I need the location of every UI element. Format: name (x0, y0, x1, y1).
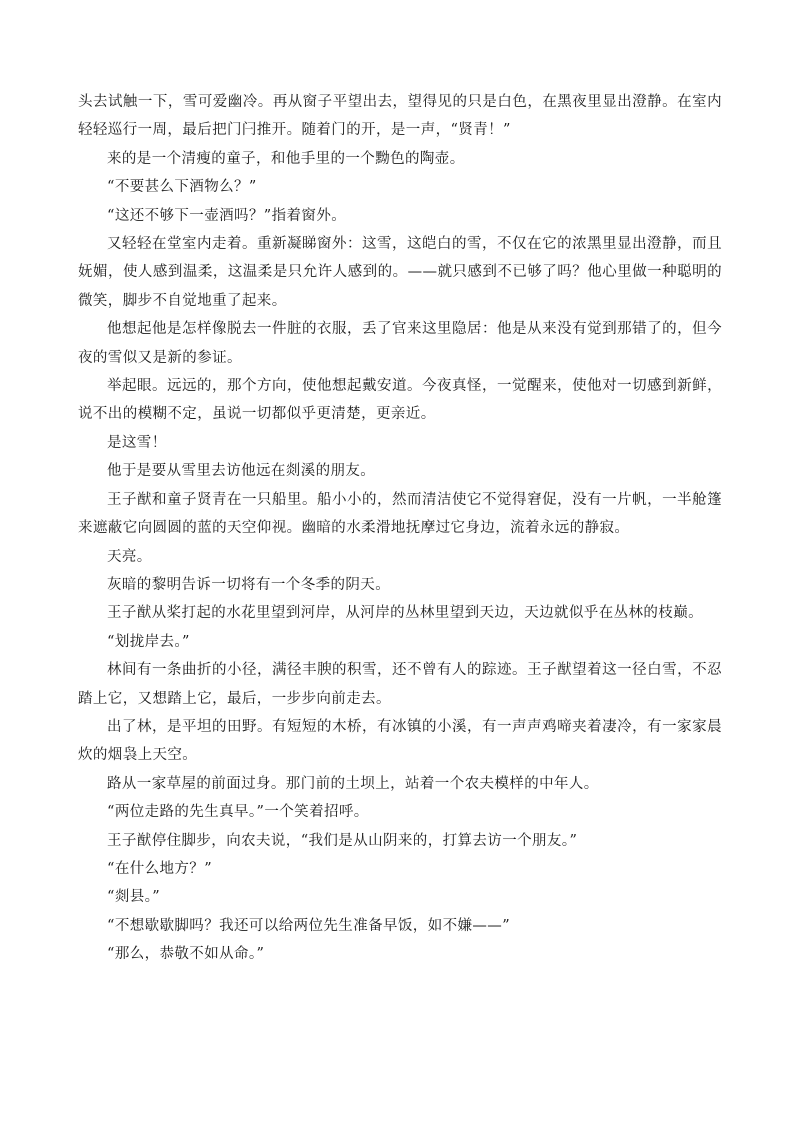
paragraph: “剡县。” (107, 889, 161, 906)
paragraph: 灰暗的黎明告诉一切将有一个冬季的阴天。 (107, 576, 391, 593)
paragraph: “那么，恭敬不如从命。” (107, 946, 265, 963)
paragraph: “不要甚么下酒物么？” (107, 179, 257, 196)
document-body (78, 88, 722, 969)
paragraph: 举起眼。远远的，那个方向，使他想起戴安道。今夜真怪，一觉醒来，使他对一切感到新鲜，说不出的模糊不定，虽说一切都似乎更清楚，更亲近。 (78, 378, 722, 423)
paragraph: 是这雪！ (107, 434, 167, 451)
paragraph: “两位走路的先生真早。”一个笑着招呼。 (107, 804, 369, 821)
paragraph: 王子猷和童子贤青在一只船里。船小小的，然而清洁使它不觉得窘促，没有一片帆，一半舱篷来遮蔽它向圆圆的蓝的天空仰视。幽暗的水柔滑地抚摩过它身边，流着永远的静寂。 (78, 491, 722, 537)
paragraph: 他于是要从雪里去访他远在剡溪的朋友。 (107, 463, 376, 480)
paragraph: 路从一家草屋的前面过身。那门前的土坝上，站着一个农夫模样的中年人。 (107, 775, 599, 792)
paragraph: 来的是一个清瘦的童子，和他手里的一个黝色的陶壶。 (107, 150, 465, 167)
paragraph: 天亮。 (107, 548, 152, 565)
paragraph: “划拢岸去。” (107, 633, 190, 650)
paragraph: 王子猷停住脚步，向农夫说，“我们是从山阴来的，打算去访一个朋友。” (107, 832, 578, 849)
paragraph: 又轻轻在堂室内走着。重新凝睇窗外：这雪，这皑白的雪，不仅在它的浓黑里显出澄静，而且妩媚，使人感到温柔，这温柔是只允许人感到的。——就只感到不已够了吗？他心里做一种聪明的微笑，脚步不自觉地重了起来。 (78, 236, 722, 309)
paragraph: 头去试触一下，雪可爱幽冷。再从窗子平望出去，望得见的只是白色，在黑夜里显出澄静。在室内轻轻巡行一周，最后把门闩推开。随着门的开，是一声，“贤青！” (78, 94, 722, 139)
paragraph: “这还不够下一壶酒吗？”指着窗外。 (107, 207, 347, 224)
paragraph: 林间有一条曲折的小径，满径丰腴的积雪，还不曾有人的踪迹。王子猷望着这一径白雪，不忍踏上它，又想踏上它，最后，一步步向前走去。 (78, 662, 722, 707)
paragraph: 出了林，是平坦的田野。有短短的木桥，有冰镇的小溪，有一声声鸡啼夹着凄冷，有一家家晨炊的烟袅上天空。 (78, 718, 722, 764)
paragraph: “不想歇歇脚吗？我还可以给两位先生准备早饭，如不嫌——” (107, 917, 511, 934)
paragraph: “在什么地方？” (107, 860, 213, 877)
paragraph: 王子猷从桨打起的水花里望到河岸，从河岸的丛林里望到天边，天边就似乎在丛林的枝巅。 (107, 605, 703, 622)
paragraph: 他想起他是怎样像脱去一件脏的衣服，丢了官来这里隐居：他是从来没有觉到那错了的，但今夜的雪似又是新的参证。 (78, 321, 722, 366)
